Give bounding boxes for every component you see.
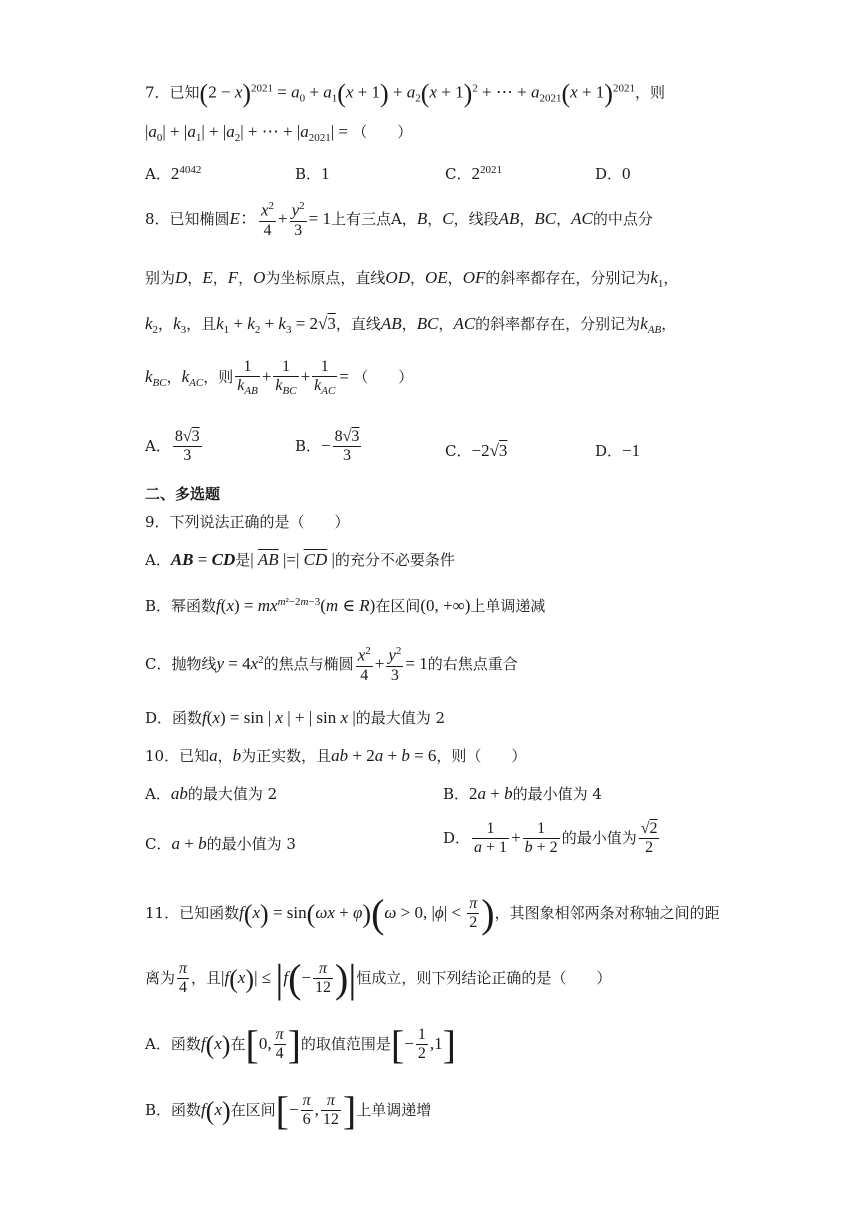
q10-option-d: D． $\frac{1}{a + 1}$ + $\frac{1}{b + 2}$ 的最小值为 $\frac{√2}{2}$ bbox=[443, 820, 658, 857]
q11-option-a: A．函数f(x)在[0, $\frac{\pi}{4}$ ]的取值范围是[− $\frac{1}{2}$ ,1] bbox=[145, 1021, 456, 1067]
q7-option-c: C．$2^{2021}$ bbox=[445, 164, 502, 183]
q8-line1: 8．已知椭圆E： $\frac{x^2}{4}$ + $\frac{y^2}{3}$ = 1上有三点A，B，C，线段AB，BC，AC的中点分 bbox=[145, 200, 653, 239]
q7-option-b: B．1 bbox=[295, 164, 330, 183]
q8-line4: $k_{BC}$，$k_{AC}$，则 $\frac{1}{k_{AB}}$ + $\frac{1}{k_{BC}}$ + $\frac{1}{k_{AC}}$ = （ ） bbox=[145, 358, 414, 398]
q9-option-c: C．抛物线$y = 4x^2$的焦点与椭圆 $\frac{x^2}{4}$ + $\frac{y^2}{3}$ = 1的右焦点重合 bbox=[145, 645, 518, 684]
q11-stem: 11．已知函数f(x) = sin(ωx + φ)(ω > 0, |ϕ| < $\frac{\pi}{2}$ )，其图象相邻两条对称轴之间的距 bbox=[145, 890, 720, 936]
q10-stem: 10．已知a，b为正实数，且ab + 2a + b = 6，则（ ） bbox=[145, 746, 527, 765]
q9-stem: 9．下列说法正确的是（ ） bbox=[145, 513, 350, 531]
q8-line2: 别为D，E，F，O为坐标原点，直线OD，OE，OF的斜率都存在，分别记为$k_1$， bbox=[145, 268, 679, 290]
q10-option-b: B．2a + b的最小值为 4 bbox=[443, 784, 602, 803]
section-heading: 二、多选题 bbox=[145, 485, 221, 503]
q7-line2: $|a_0| + |a_1| + |a_2|$ + ⋯ + $|a_{2021}|$ = （ ） bbox=[145, 122, 413, 144]
q9-option-a: A．AB = CD是| $\overline{AB}$ |=| $\overline{CD}$ |的充分不必要条件 bbox=[145, 550, 455, 569]
q9-option-b: B．幂函数$f(x) = mx^{m^2-2m-3}(m$ ∈ R)在区间(0, +∞)上单调递减 bbox=[145, 596, 546, 615]
q7-label: 7．已知 bbox=[145, 83, 200, 102]
q11-option-b: B．函数f(x)在区间[− $\frac{\pi}{6}$ , $\frac{\pi}{12}$ ]上单调递增 bbox=[145, 1087, 432, 1133]
q8-option-a: A． $\frac{8√3}{3}$ bbox=[145, 428, 200, 465]
q7-line1: 7．已知$(2 - x)^{2021} = a_0 + a_1(x + 1) + a_2(x + 1)^2$ + ⋯ + $a_{2021}(x + 1)^{2021}$，则 bbox=[145, 79, 665, 108]
q10-option-a: A．ab的最大值为 2 bbox=[145, 784, 278, 803]
q11-line2: 离为 $\frac{\pi}{4}$ ，且|f(x)| ≤ |f(− $\frac{\pi}{12}$ )|恒成立，则下列结论正确的是（ ） bbox=[145, 955, 612, 1001]
q8-option-b: B．− $\frac{8√3}{3}$ bbox=[295, 428, 360, 465]
q8-option-c: C．−2√3 bbox=[445, 441, 508, 460]
q7-option-d: D．0 bbox=[595, 164, 631, 183]
q7-option-a: A．$2^{4042}$ bbox=[145, 164, 202, 183]
q8-option-d: D．−1 bbox=[595, 441, 641, 460]
q8-line3: $k_2$，$k_3$，且$k_1 + k_2 + k_3 = 2√3$，直线AB，BC，AC的斜率都存在，分别记为$k_{AB}$， bbox=[145, 314, 677, 336]
q9-option-d: D．函数f(x) = sin | x | + | sin x |的最大值为 2 bbox=[145, 708, 446, 727]
q10-option-c: C．a + b的最小值为 3 bbox=[145, 834, 296, 853]
